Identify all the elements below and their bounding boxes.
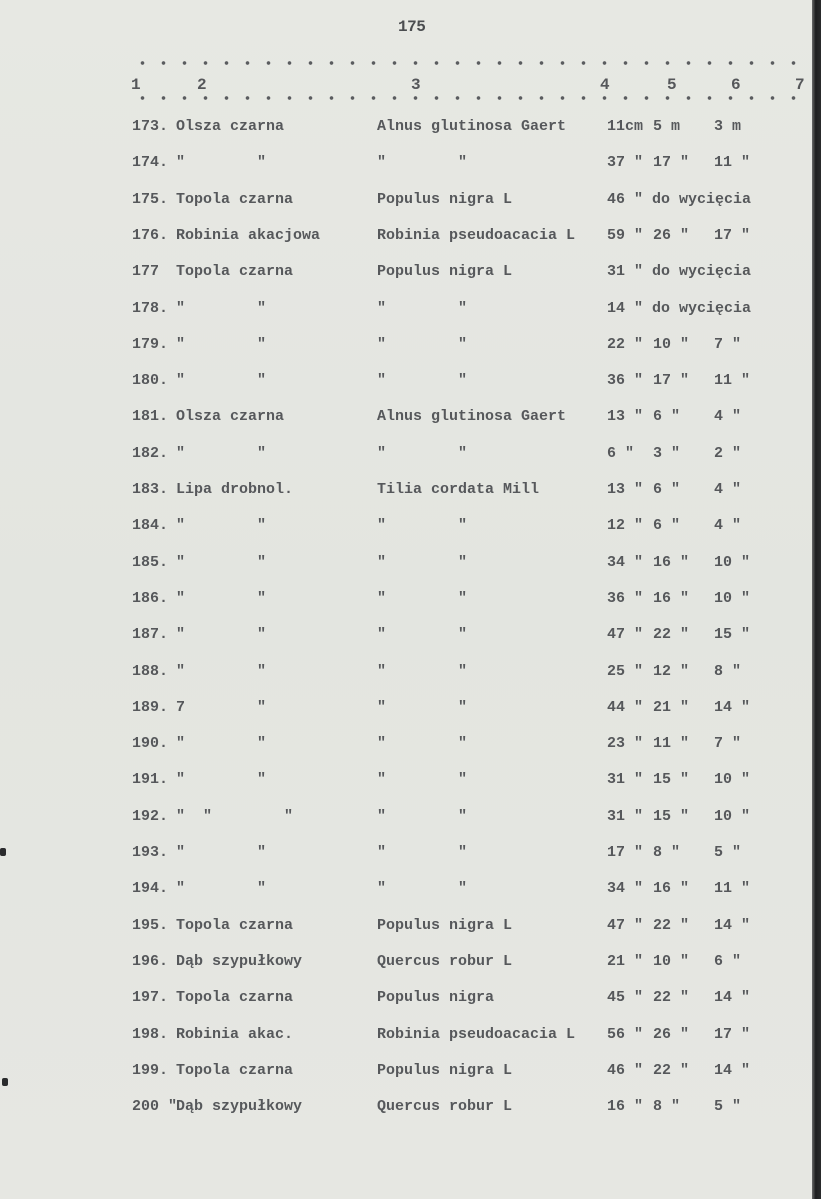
latin-name: " ": [377, 299, 468, 317]
height-value: 16 ": [653, 553, 690, 571]
row-number: 193.: [132, 844, 169, 861]
latin-name: " ": [377, 589, 468, 607]
row-number: 178.: [132, 299, 169, 317]
crown-value: 5 ": [714, 844, 742, 861]
crown-value: 17 ": [714, 226, 751, 244]
circumference-value: 44 ": [607, 698, 644, 716]
crown-value: 14 ": [714, 916, 751, 934]
row-number: 190.: [132, 735, 169, 753]
height-value: 11 ": [653, 735, 690, 753]
height-value: 6 ": [653, 481, 681, 498]
polish-name: " ": [176, 662, 267, 680]
polish-name: " ": [176, 154, 267, 172]
circumference-value: 59 ": [607, 226, 644, 244]
height-value: 22 ": [653, 626, 690, 644]
crown-value: 10 ": [714, 807, 751, 825]
polish-name: Topola czarna: [176, 989, 294, 1007]
height-value: 3 ": [653, 444, 681, 462]
crown-value: 11 ": [714, 880, 751, 898]
crown-value: 5 ": [714, 1098, 742, 1116]
circumference-value: 17 ": [607, 844, 644, 861]
height-value: 22 ": [653, 989, 690, 1007]
circumference-value: 31 ": [607, 807, 644, 825]
circumference-value: 47 ": [607, 916, 644, 934]
row-number: 198.: [132, 1025, 169, 1043]
row-number: 186.: [132, 589, 169, 607]
latin-name: " ": [377, 735, 468, 753]
height-value: 26 ": [653, 226, 690, 244]
circumference-value: 47 ": [607, 626, 644, 644]
polish-name: " ": [176, 444, 267, 462]
column-number-5: 5: [667, 76, 677, 94]
latin-name: Populus nigra L: [377, 1061, 513, 1079]
circumference-value: 36 ": [607, 372, 644, 390]
latin-name: " ": [377, 771, 468, 789]
circumference-value: 14 ": [607, 299, 644, 317]
circumference-value: 16 ": [607, 1098, 644, 1116]
row-number: 195.: [132, 916, 169, 934]
latin-name: " ": [377, 553, 468, 571]
height-value: 16 ": [653, 880, 690, 898]
column-number-6: 6: [731, 76, 741, 94]
scan-edge-shadow: [812, 0, 821, 1199]
latin-name: " ": [377, 844, 468, 861]
circumference-value: 31 ": [607, 771, 644, 789]
margin-ink-mark: [0, 848, 6, 856]
crown-value: 17 ": [714, 1025, 751, 1043]
latin-name: " ": [377, 807, 468, 825]
crown-value: 4 ": [714, 517, 742, 535]
circumference-value: 34 ": [607, 880, 644, 898]
polish-name: Topola czarna: [176, 916, 294, 934]
height-value: 22 ": [653, 916, 690, 934]
remark: do wycięcia: [652, 263, 752, 281]
height-value: 17 ": [653, 154, 690, 172]
height-value: 8 ": [653, 844, 681, 861]
polish-name: " ": [176, 589, 267, 607]
height-value: 15 ": [653, 807, 690, 825]
latin-name: " ": [377, 335, 468, 353]
crown-value: 3 m: [714, 118, 742, 135]
height-value: 10 ": [653, 952, 690, 970]
column-number-2: 2: [197, 76, 207, 94]
row-number: 180.: [132, 372, 169, 390]
polish-name: " ": [176, 335, 267, 353]
circumference-value: 13 ": [607, 481, 644, 498]
crown-value: 4 ": [714, 481, 742, 498]
circumference-value: 46 ": [607, 190, 644, 208]
latin-name: " ": [377, 662, 468, 680]
row-number: 174.: [132, 154, 169, 172]
crown-value: 14 ": [714, 989, 751, 1007]
height-value: 15 ": [653, 771, 690, 789]
latin-name: Alnus glutinosa Gaert: [377, 118, 567, 135]
row-number: 191.: [132, 771, 169, 789]
polish-name: " ": [176, 626, 267, 644]
height-value: 5 m: [653, 118, 681, 135]
circumference-value: 6 ": [607, 444, 635, 462]
column-number-4: 4: [600, 76, 610, 94]
circumference-value: 21 ": [607, 952, 644, 970]
polish-name: Robinia akac.: [176, 1025, 294, 1043]
height-value: 12 ": [653, 662, 690, 680]
polish-name: Robinia akacjowa: [176, 226, 321, 244]
remark: do wycięcia: [652, 190, 752, 208]
polish-name: Olsza czarna: [176, 118, 285, 135]
page-number: 175: [398, 18, 426, 36]
height-value: 16 ": [653, 589, 690, 607]
polish-name: Topola czarna: [176, 263, 294, 281]
crown-value: 15 ": [714, 626, 751, 644]
latin-name: " ": [377, 517, 468, 535]
height-value: 10 ": [653, 335, 690, 353]
crown-value: 14 ": [714, 698, 751, 716]
latin-name: Tilia cordata Mill: [377, 481, 540, 498]
polish-name: Topola czarna: [176, 190, 294, 208]
polish-name: " ": [176, 844, 267, 861]
dotted-rule-header: [132, 95, 804, 101]
circumference-value: 31 ": [607, 263, 644, 281]
row-number: 182.: [132, 444, 169, 462]
row-number: 200 ": [132, 1098, 178, 1116]
polish-name: Dąb szypułkowy: [176, 1098, 303, 1116]
latin-name: Quercus robur L: [377, 1098, 513, 1116]
circumference-value: 13 ": [607, 408, 644, 426]
column-number-3: 3: [411, 76, 421, 94]
circumference-value: 22 ": [607, 335, 644, 353]
circumference-value: 37 ": [607, 154, 644, 172]
polish-name: " ": [176, 517, 267, 535]
latin-name: " ": [377, 154, 468, 172]
latin-name: Populus nigra L: [377, 263, 513, 281]
crown-value: 10 ": [714, 589, 751, 607]
row-number: 179.: [132, 335, 169, 353]
height-value: 8 ": [653, 1098, 681, 1116]
latin-name: Robinia pseudoacacia L: [377, 226, 576, 244]
circumference-value: 46 ": [607, 1061, 644, 1079]
row-number: 189.: [132, 698, 169, 716]
row-number: 176.: [132, 226, 169, 244]
latin-name: " ": [377, 626, 468, 644]
column-number-7: 7: [795, 76, 805, 94]
crown-value: 6 ": [714, 952, 742, 970]
circumference-value: 25 ": [607, 662, 644, 680]
crown-value: 2 ": [714, 444, 742, 462]
column-number-1: 1: [131, 76, 141, 94]
polish-name: Dąb szypułkowy: [176, 952, 303, 970]
polish-name: " ": [176, 771, 267, 789]
row-number: 184.: [132, 517, 169, 535]
circumference-value: 34 ": [607, 553, 644, 571]
row-number: 181.: [132, 408, 169, 426]
polish-name: " ": [176, 372, 267, 390]
margin-ink-mark: [2, 1078, 8, 1086]
height-value: 6 ": [653, 517, 681, 535]
latin-name: Alnus glutinosa Gaert: [377, 408, 567, 426]
crown-value: 11 ": [714, 372, 751, 390]
dotted-rule-top: [132, 60, 814, 66]
latin-name: Quercus robur L: [377, 952, 513, 970]
crown-value: 7 ": [714, 735, 742, 753]
polish-name: Topola czarna: [176, 1061, 294, 1079]
row-number: 188.: [132, 662, 169, 680]
circumference-value: 36 ": [607, 589, 644, 607]
crown-value: 8 ": [714, 662, 742, 680]
circumference-value: 11cm: [607, 118, 644, 135]
latin-name: " ": [377, 880, 468, 898]
polish-name: 7 ": [176, 698, 267, 716]
crown-value: 11 ": [714, 154, 751, 172]
latin-name: " ": [377, 698, 468, 716]
row-number: 199.: [132, 1061, 169, 1079]
height-value: 17 ": [653, 372, 690, 390]
height-value: 22 ": [653, 1061, 690, 1079]
latin-name: Populus nigra L: [377, 916, 513, 934]
latin-name: Robinia pseudoacacia L: [377, 1025, 576, 1043]
polish-name: Olsza czarna: [176, 408, 285, 426]
crown-value: 10 ": [714, 771, 751, 789]
crown-value: 7 ": [714, 335, 742, 353]
polish-name: " ": [176, 299, 267, 317]
crown-value: 10 ": [714, 553, 751, 571]
polish-name: Lipa drobnol.: [176, 481, 294, 498]
circumference-value: 23 ": [607, 735, 644, 753]
row-number: 187.: [132, 626, 169, 644]
polish-name: " ": [176, 553, 267, 571]
row-number: 192.: [132, 807, 169, 825]
row-number: 185.: [132, 553, 169, 571]
latin-name: " ": [377, 372, 468, 390]
row-number: 194.: [132, 880, 169, 898]
row-number: 183.: [132, 481, 169, 498]
polish-name: " " ": [176, 807, 294, 825]
remark: do wycięcia: [652, 299, 752, 317]
circumference-value: 12 ": [607, 517, 644, 535]
latin-name: Populus nigra L: [377, 190, 513, 208]
row-number: 177: [132, 263, 160, 281]
latin-name: " ": [377, 444, 468, 462]
height-value: 21 ": [653, 698, 690, 716]
latin-name: Populus nigra: [377, 989, 495, 1007]
row-number: 175.: [132, 190, 169, 208]
row-number: 196.: [132, 952, 169, 970]
crown-value: 14 ": [714, 1061, 751, 1079]
polish-name: " ": [176, 735, 267, 753]
circumference-value: 56 ": [607, 1025, 644, 1043]
crown-value: 4 ": [714, 408, 742, 426]
row-number: 197.: [132, 989, 169, 1007]
row-number: 173.: [132, 118, 169, 135]
height-value: 6 ": [653, 408, 681, 426]
circumference-value: 45 ": [607, 989, 644, 1007]
height-value: 26 ": [653, 1025, 690, 1043]
polish-name: " ": [176, 880, 267, 898]
